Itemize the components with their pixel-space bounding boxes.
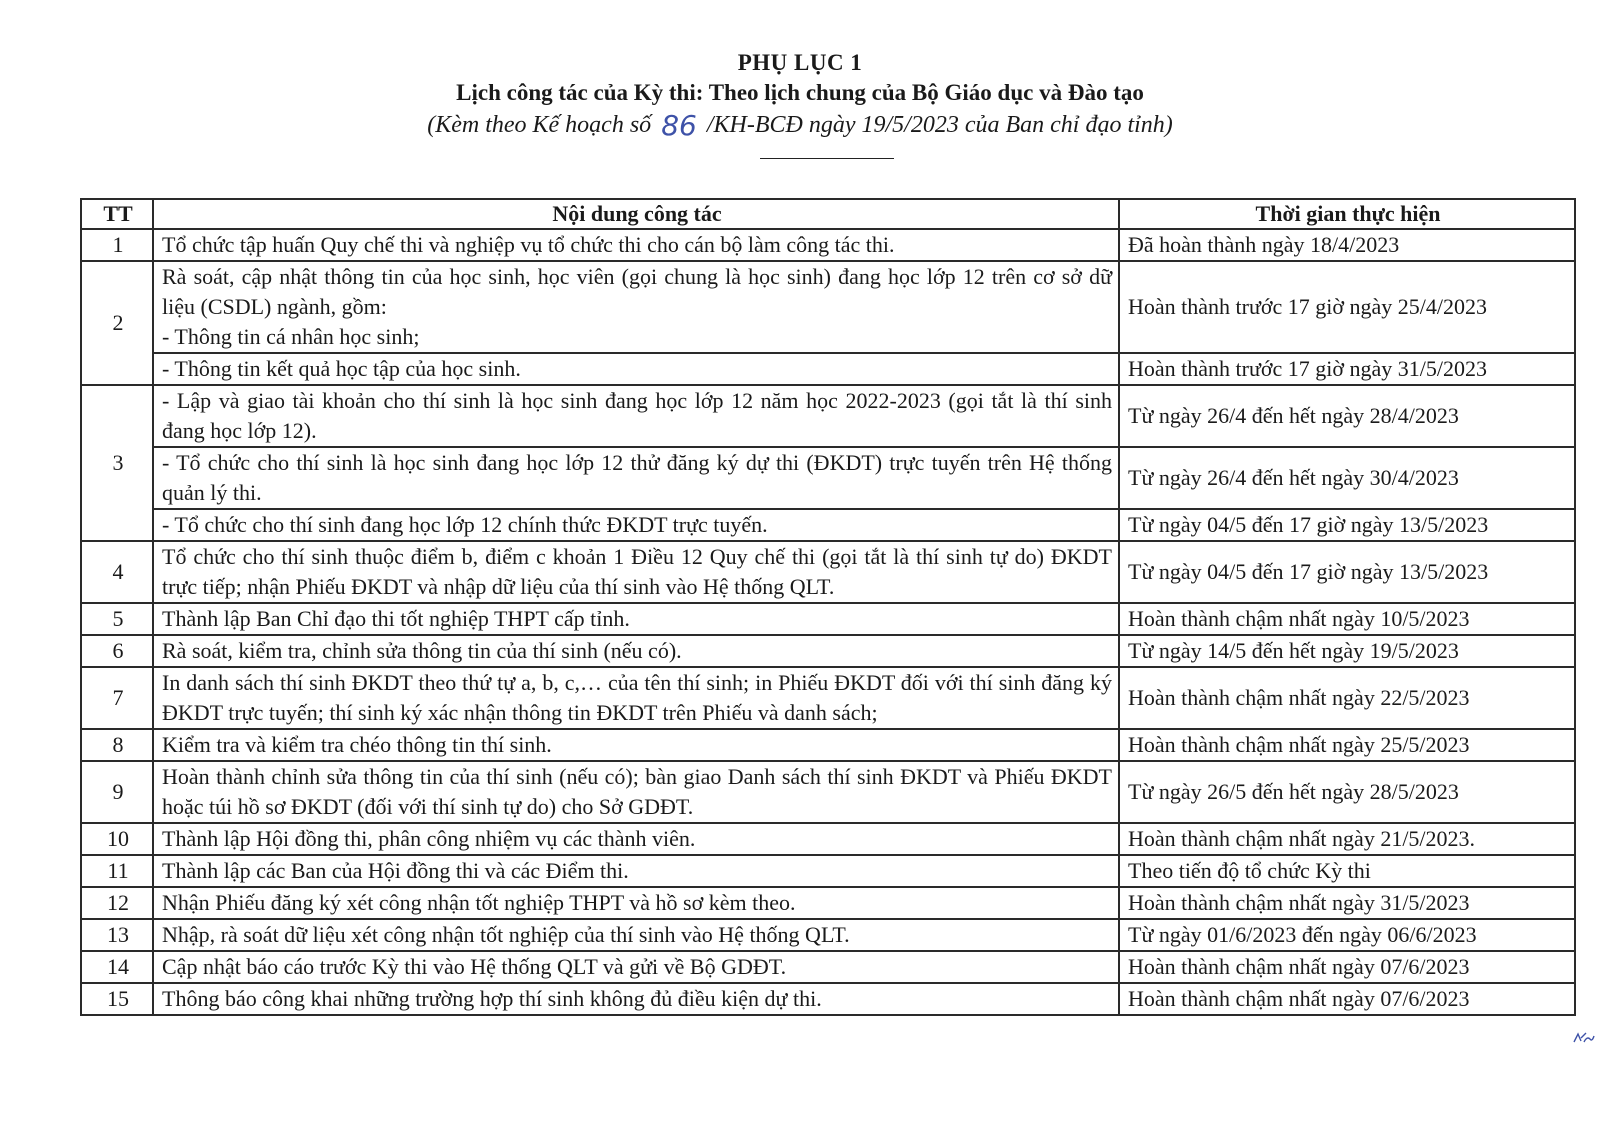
row-number: 9 — [81, 761, 153, 823]
row-content: Thành lập Ban Chỉ đạo thi tốt nghiệp THPT cấp tỉnh. — [153, 603, 1119, 635]
row-number: 15 — [81, 983, 153, 1015]
row-time: Từ ngày 26/4 đến hết ngày 30/4/2023 — [1119, 447, 1575, 509]
row-time: Hoàn thành chậm nhất ngày 25/5/2023 — [1119, 729, 1575, 761]
row-time: Từ ngày 04/5 đến 17 giờ ngày 13/5/2023 — [1119, 541, 1575, 603]
table-row — [81, 823, 1575, 855]
row-time: Từ ngày 26/4 đến hết ngày 28/4/2023 — [1119, 385, 1575, 447]
row-number: 14 — [81, 951, 153, 983]
table-row — [81, 761, 1575, 823]
handwritten-plan-number: 86 — [661, 109, 697, 142]
reference-suffix: /KH-BCĐ ngày 19/5/2023 của Ban chỉ đạo tỉnh) — [706, 112, 1173, 138]
row-content: Rà soát, kiểm tra, chỉnh sửa thông tin của thí sinh (nếu có). — [153, 635, 1119, 667]
initials-mark — [1572, 1030, 1596, 1046]
row-number: 12 — [81, 887, 153, 919]
row-number: 6 — [81, 635, 153, 667]
table-row — [81, 603, 1575, 635]
table-row — [81, 983, 1575, 1015]
row-time: Hoàn thành chậm nhất ngày 07/6/2023 — [1119, 951, 1575, 983]
row-content: - Lập và giao tài khoản cho thí sinh là học sinh đang học lớp 12 năm học 2022-2023 (gọi tắt là thí sinh đang học lớp 12). — [153, 385, 1119, 447]
row-time: Hoàn thành chậm nhất ngày 10/5/2023 — [1119, 603, 1575, 635]
row-content: Thành lập Hội đồng thi, phân công nhiệm vụ các thành viên. — [153, 823, 1119, 855]
reference-prefix: (Kèm theo Kế hoạch số — [427, 112, 652, 138]
table-row — [81, 509, 1575, 541]
row-time: Từ ngày 04/5 đến 17 giờ ngày 13/5/2023 — [1119, 509, 1575, 541]
row-time: Đã hoàn thành ngày 18/4/2023 — [1119, 229, 1575, 261]
row-number: 1 — [81, 229, 153, 261]
row-number: 3 — [81, 385, 153, 541]
table-row — [81, 447, 1575, 509]
table-row — [81, 353, 1575, 385]
table-row — [81, 667, 1575, 729]
row-number: 2 — [81, 261, 153, 385]
row-content: Cập nhật báo cáo trước Kỳ thi vào Hệ thống QLT và gửi về Bộ GDĐT. — [153, 951, 1119, 983]
row-content: Rà soát, cập nhật thông tin của học sinh, học viên (gọi chung là học sinh) đang học lớp 12 trên cơ sở dữ liệu (CSDL) ngành, gồm: - Thông tin cá nhân học sinh; — [153, 261, 1119, 353]
header-divider — [760, 158, 894, 159]
row-content: Thông báo công khai những trường hợp thí sinh không đủ điều kiện dự thi. — [153, 983, 1119, 1015]
reference-line — [0, 108, 1600, 140]
row-content: In danh sách thí sinh ĐKDT theo thứ tự a, b, c,… của tên thí sinh; in Phiếu ĐKDT đối với thí sinh đăng ký ĐKDT trực tuyến; thí sinh ký xác nhận thông tin ĐKDT trên Phiếu và danh sách; — [153, 667, 1119, 729]
row-number: 7 — [81, 667, 153, 729]
row-time: Hoàn thành chậm nhất ngày 07/6/2023 — [1119, 983, 1575, 1015]
row-number: 10 — [81, 823, 153, 855]
row-content: - Tổ chức cho thí sinh là học sinh đang học lớp 12 thử đăng ký dự thi (ĐKDT) trực tuyến trên Hệ thống quản lý thi. — [153, 447, 1119, 509]
table-row — [81, 541, 1575, 603]
row-number: 8 — [81, 729, 153, 761]
row-number: 4 — [81, 541, 153, 603]
column-header-time: Thời gian thực hiện — [1119, 199, 1575, 229]
table-row — [81, 729, 1575, 761]
row-number: 11 — [81, 855, 153, 887]
document-header — [0, 48, 1600, 140]
row-number: 5 — [81, 603, 153, 635]
appendix-title: PHỤ LỤC 1 — [737, 50, 863, 75]
row-content: Tổ chức tập huấn Quy chế thi và nghiệp vụ tổ chức thi cho cán bộ làm công tác thi. — [153, 229, 1119, 261]
row-time: Từ ngày 01/6/2023 đến ngày 06/6/2023 — [1119, 919, 1575, 951]
row-content: Hoàn thành chỉnh sửa thông tin của thí sinh (nếu có); bàn giao Danh sách thí sinh ĐKDT và Phiếu ĐKDT hoặc túi hồ sơ ĐKDT (đối với thí sinh tự do) cho Sở GDĐT. — [153, 761, 1119, 823]
row-time: Từ ngày 14/5 đến hết ngày 19/5/2023 — [1119, 635, 1575, 667]
row-time: Theo tiến độ tổ chức Kỳ thi — [1119, 855, 1575, 887]
table-header-row — [81, 199, 1575, 229]
row-content: - Thông tin kết quả học tập của học sinh. — [153, 353, 1119, 385]
table-row — [81, 261, 1575, 353]
row-content: - Tổ chức cho thí sinh đang học lớp 12 chính thức ĐKDT trực tuyến. — [153, 509, 1119, 541]
table-row — [81, 919, 1575, 951]
row-time: Hoàn thành trước 17 giờ ngày 31/5/2023 — [1119, 353, 1575, 385]
table-row — [81, 887, 1575, 919]
table-row — [81, 635, 1575, 667]
column-header-tt: TT — [81, 199, 153, 229]
row-time: Hoàn thành chậm nhất ngày 21/5/2023. — [1119, 823, 1575, 855]
table-row — [81, 229, 1575, 261]
column-header-content: Nội dung công tác — [153, 199, 1119, 229]
row-number: 13 — [81, 919, 153, 951]
table-row — [81, 951, 1575, 983]
row-time: Hoàn thành chậm nhất ngày 22/5/2023 — [1119, 667, 1575, 729]
row-content: Nhập, rà soát dữ liệu xét công nhận tốt nghiệp của thí sinh vào Hệ thống QLT. — [153, 919, 1119, 951]
row-content: Thành lập các Ban của Hội đồng thi và các Điểm thi. — [153, 855, 1119, 887]
row-time: Hoàn thành chậm nhất ngày 31/5/2023 — [1119, 887, 1575, 919]
row-content: Tổ chức cho thí sinh thuộc điểm b, điểm c khoản 1 Điều 12 Quy chế thi (gọi tắt là thí sinh tự do) ĐKDT trực tiếp; nhận Phiếu ĐKDT và nhập dữ liệu của thí sinh vào Hệ thống QLT. — [153, 541, 1119, 603]
schedule-title: Lịch công tác của Kỳ thi: Theo lịch chung của Bộ Giáo dục và Đào tạo — [456, 80, 1144, 105]
row-time: Từ ngày 26/5 đến hết ngày 28/5/2023 — [1119, 761, 1575, 823]
schedule-table — [80, 198, 1576, 1016]
table-row — [81, 855, 1575, 887]
row-time: Hoàn thành trước 17 giờ ngày 25/4/2023 — [1119, 261, 1575, 353]
row-content: Nhận Phiếu đăng ký xét công nhận tốt nghiệp THPT và hồ sơ kèm theo. — [153, 887, 1119, 919]
row-content: Kiểm tra và kiểm tra chéo thông tin thí sinh. — [153, 729, 1119, 761]
table-row — [81, 385, 1575, 447]
